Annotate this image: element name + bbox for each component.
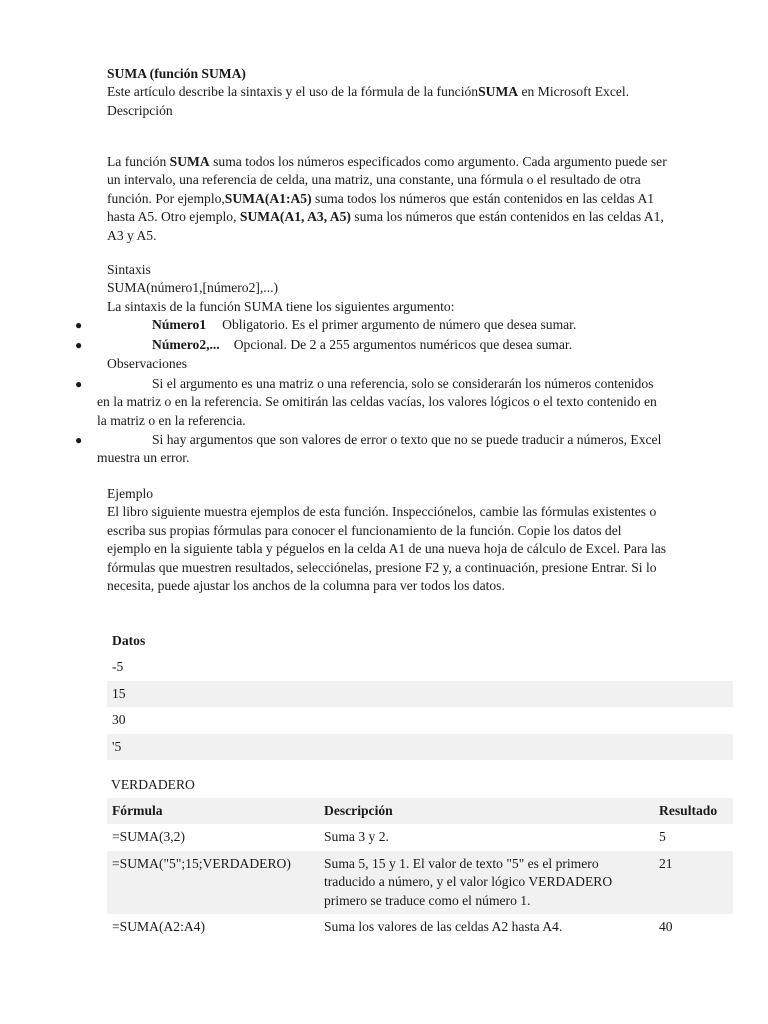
description-cell: Suma 3 y 2. <box>324 829 389 845</box>
datos-header: Datos <box>112 633 146 648</box>
example-formula: SUMA(A1, A3, A5) <box>239 209 351 225</box>
descripcion-text: La función <box>107 154 170 169</box>
descripcion-text: suma los números que están contenidos en las celdas A1, A3 y A5. <box>107 209 664 243</box>
intro-text: Este artículo describe la sintaxis y el uso de la fórmula de la función <box>107 84 479 100</box>
argument-description: Obligatorio. Es el primer argumento de número que desea sumar. <box>222 317 577 332</box>
datos-cell: -5 <box>112 659 124 675</box>
bullet-icon: ● <box>75 433 83 447</box>
observacion-text: Si hay argumentos que son valores de error o texto que no se puede traducir a números, Excel muestra un error. <box>97 432 662 466</box>
result-cell: 5 <box>659 829 666 845</box>
sintaxis-intro: La sintaxis de la función SUMA tiene los siguientes argumento: <box>107 298 455 314</box>
formula-header: Fórmula <box>107 798 319 824</box>
formula-table <box>107 798 733 940</box>
description-cell: Suma 5, 15 y 1. El valor de texto "5" es el primero traducido a número, y el valor lógico VERDADERO primero se traduce como el número 1. <box>319 851 654 914</box>
bullet-icon: ● <box>75 338 83 352</box>
argument-name: Número2,... <box>152 337 220 352</box>
intro-paragraph <box>107 83 667 101</box>
datos-cell: 30 <box>112 712 126 728</box>
descripcion-text: suma todos los números especificados como argumento. Cada argumento puede ser un intervalo, una referencia de celda, una matriz, una constante, una fórmula o el resultado de otra función. Por ejemplo, <box>107 154 667 206</box>
ejemplo-heading: Ejemplo <box>107 486 154 501</box>
observaciones-heading <box>107 355 667 373</box>
descripcion-paragraph <box>107 153 667 245</box>
verdadero-label <box>111 776 671 794</box>
descripcion-heading: Descripción <box>107 102 173 118</box>
sintaxis-formula: SUMA(número1,[número2],...) <box>107 280 279 296</box>
description-cell: Suma los valores de las celdas A2 hasta A4. <box>324 919 563 935</box>
sintaxis-block <box>107 261 667 316</box>
observacion-text: Si el argumento es una matriz o una referencia, solo se considerarán los números contenidos en la matriz o en la referencia. Se omitirán las celdas vacías, los valores lógicos o el texto contenido en la matriz o en la referencia. <box>97 376 657 428</box>
intro-block <box>107 65 667 120</box>
descripcion-header: Descripción <box>319 798 654 824</box>
bullet-icon: ● <box>75 377 83 391</box>
datos-cell: 15 <box>107 681 733 707</box>
descripcion-text: suma todos los números que están contenidos en las celdas A1 hasta A5. Otro ejemplo, <box>107 190 655 225</box>
bullet-icon: ● <box>75 318 83 332</box>
ejemplo-paragraph: El libro siguiente muestra ejemplos de esta función. Inspecciónelos, cambie las fórmulas existentes o escriba sus propias fórmulas para conocer el funcionamiento de la función. Copie los datos del ejemplo en la siguiente tabla y péguelos en la celda A1 de una nueva hoja de cálculo de Excel. Para las fórmulas que muestren resultados, selecciónelas, presione F2 y, a continuación, presione Entrar. Si lo necesita, puede ajustar los anchos de la columna para ver todos los datos. <box>107 504 667 594</box>
ejemplo-block <box>107 485 667 595</box>
formula-cell: =SUMA("5";15;VERDADERO) <box>107 851 319 914</box>
function-name: SUMA <box>169 154 210 169</box>
datos-cell: '5 <box>107 734 733 760</box>
formula-cell: =SUMA(3,2) <box>112 829 185 845</box>
datos-table <box>107 628 733 760</box>
intro-text-end: en Microsoft Excel. <box>518 84 630 100</box>
verdadero-text: VERDADERO <box>111 777 195 792</box>
result-cell: 40 <box>659 919 673 935</box>
resultado-header: Resultado <box>654 798 733 824</box>
example-formula: SUMA(A1:A5) <box>224 190 312 206</box>
observaciones-heading-text: Observaciones <box>107 356 188 371</box>
formula-cell: =SUMA(A2:A4) <box>112 919 206 935</box>
sintaxis-heading: Sintaxis <box>107 262 151 277</box>
document-title: SUMA (función SUMA) <box>107 66 246 81</box>
intro-function-name: SUMA <box>478 84 519 100</box>
result-cell: 21 <box>654 851 733 914</box>
argument-name: Número1 <box>152 317 207 332</box>
argument-description: Opcional. De 2 a 255 argumentos numéricos que desea sumar. <box>233 337 573 352</box>
